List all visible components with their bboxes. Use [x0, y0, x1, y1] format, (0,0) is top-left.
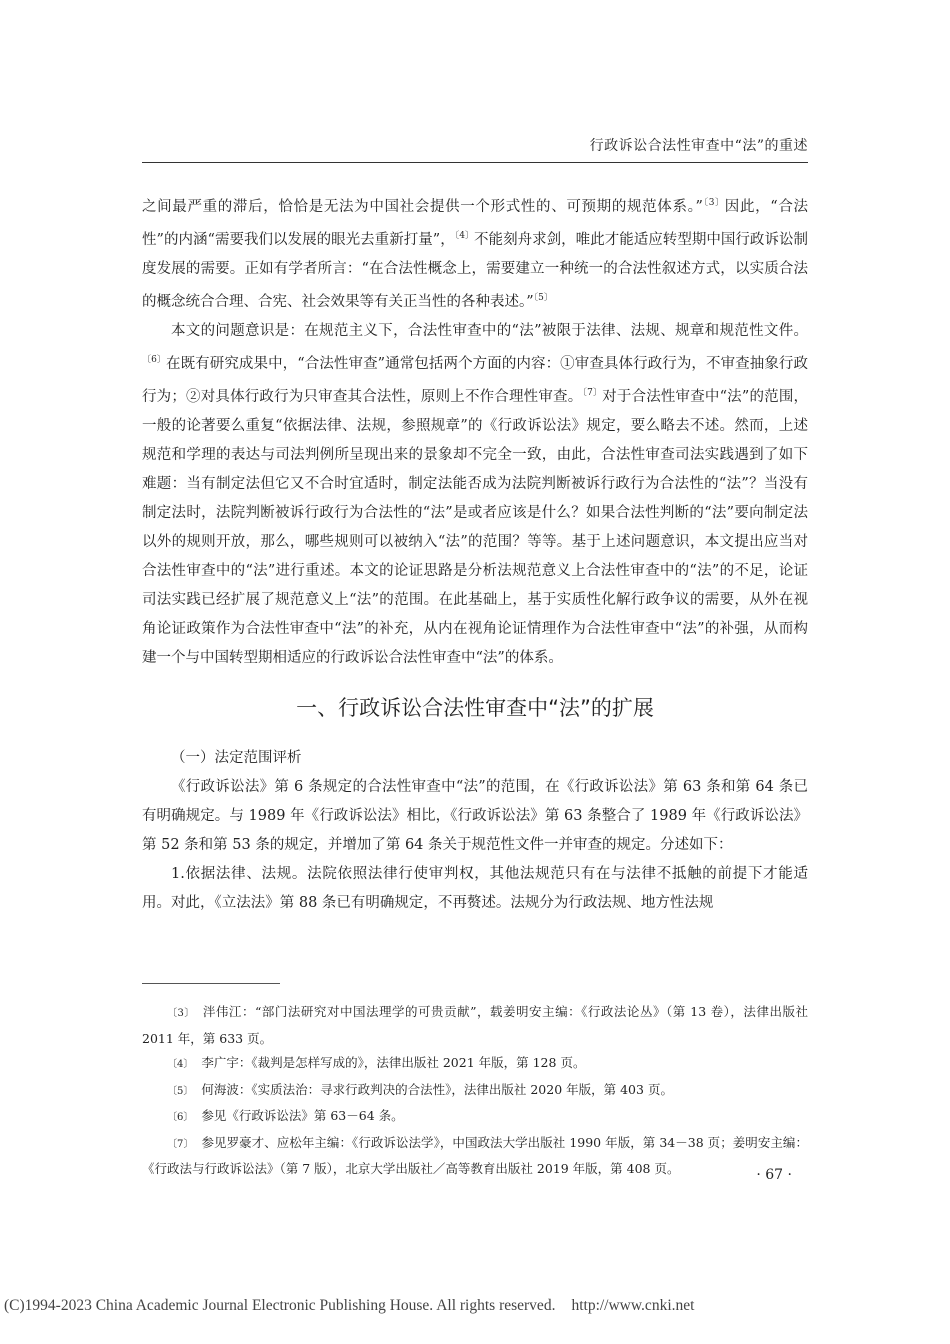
copyright-notice	[4, 1297, 944, 1315]
paragraph-4: 1.依据法律、法规。法院依照法律行使审判权，其他法规范只有在与法律不抵触的前提下才能适用。对此，《立法法》第 88 条已有明确规定，不再赘述。法规分为行政法规、地方性法规	[142, 866, 808, 911]
footnote-5	[142, 1078, 808, 1105]
footnote-text: 李广宇：《裁判是怎样写成的》，法律出版社 2021 年版，第 128 页。	[201, 1055, 586, 1070]
footnote-4	[142, 1051, 808, 1078]
footnote-number: 〔3〕	[167, 1008, 195, 1019]
footnote-ref-5[interactable]: 〔5〕	[533, 293, 553, 303]
footnotes	[142, 1000, 808, 1182]
footnote-ref-7[interactable]: 〔7〕	[582, 388, 603, 398]
article-body	[142, 189, 808, 918]
footnote-text: 参见罗豪才、应松年主编：《行政诉讼法学》，中国政法大学出版社 1990 年版，第 34－38 页；姜明安主编：《行政法与行政诉讼法》（第 7 版），北京大学出版社／高等教育出版社 2019 年版，第 408 页。	[142, 1134, 808, 1176]
paragraph-2	[142, 317, 808, 673]
footnote-number: 〔7〕	[167, 1138, 194, 1150]
footnote-number: 〔5〕	[167, 1085, 194, 1097]
running-head: 行政诉讼合法性审查中“法”的重述	[589, 138, 808, 154]
section-title: 一、行政诉讼合法性审查中“法”的扩展	[296, 696, 654, 720]
paragraph-text: 对于合法性审查中“法”的范围，一般的论著要么重复“依据法律、法规，参照规章”的《行政诉讼法》规定，要么略去不述。然而，上述规范和学理的表达与司法判例所呈现出来的景象却不完全一致，由此，合法性审查司法实践遇到了如下难题：当有制定法但它又不合时宜适时，制定法能否成为法院判断被诉行政行为合法性的“法”？当没有制定法时，法院判断被诉行政行为合法性的“法”是或者应该是什么？如果合法性判断的“法”要向制定法以外的规则开放，那么，哪些规则可以被纳入“法”的范围？等等。基于上述问题意识，本文提出应当对合法性审查中的“法”进行重述。本文的论证思路是分析法规范意义上合法性审查中的“法”的不足，论证司法实践已经扩展了规范意义上“法”的范围。在此基础上，基于实质性化解行政争议的需要，从外在视角论证政策作为合法性审查中“法”的补充，从内在视角论证情理作为合法性审查中“法”的补强，从而构建一个与中国转型期相适应的行政诉讼合法性审查中“法”的体系。	[142, 389, 808, 666]
paragraph-text: 不能刻舟求剑，唯此才能适应转型期中国行政诉讼制度发展的需要。正如有学者所言：“在合法性概念上，需要建立一种统一的合法性叙述方式，以实质合法的概念统合合理、合宪、社会效果等有关正当性的各种表述。”	[142, 232, 808, 310]
paragraph-text: 在既有研究成果中，“合法性审查”通常包括两个方面的内容：①审查具体行政行为，不审查抽象行政行为；②对具体行政行为只审查其合法性，原则上不作合理性审查。	[142, 356, 808, 405]
footnote-number: 〔6〕	[167, 1112, 194, 1123]
footnote-ref-6[interactable]: 〔6〕	[142, 355, 166, 365]
page-number: · 67 ·	[756, 1167, 792, 1183]
paragraph-text: 因此，“合法性”的内涵“需要我们以发展的眼光去重新打量”，	[142, 199, 808, 248]
footnote-3	[142, 1000, 808, 1051]
footnote-ref-4[interactable]: 〔4〕	[454, 231, 475, 241]
footnote-text: 泮伟江：“部门法研究对中国法理学的可贵贡献”，载姜明安主编：《行政法论丛》（第 13 卷），法律出版社 2011 年，第 633 页。	[142, 1004, 808, 1046]
copyright-url[interactable]: http://www.cnki.net	[571, 1297, 695, 1314]
paragraph-text: 之间最严重的滞后，恰恰是无法为中国社会提供一个形式性的、可预期的规范体系。”	[142, 199, 703, 215]
footnote-ref-3[interactable]: 〔3〕	[702, 198, 725, 208]
footnote-divider	[142, 983, 280, 984]
paragraph-3: 《行政诉讼法》第 6 条规定的合法性审查中“法”的范围，在《行政诉讼法》第 63 条和第 64 条已有明确规定。与 1989 年《行政诉讼法》相比，《行政诉讼法》第 63 条整合了 1989 年《行政诉讼法》第 52 条和第 53 条的规定，并增加了第 64 条关于规范性文件一并审查的规定。分述如下：	[142, 779, 808, 853]
footnote-text: 参见《行政诉讼法》第 63－64 条。	[201, 1108, 404, 1123]
footnote-6	[142, 1104, 808, 1131]
footnote-number: 〔4〕	[167, 1059, 194, 1070]
header-divider	[142, 162, 808, 163]
footnote-7	[142, 1131, 808, 1182]
paragraph-1	[142, 189, 808, 317]
subsection-title: （一）法定范围评析	[171, 750, 302, 766]
paragraph-text: 本文的问题意识是：在规范主义下，合法性审查中的“法”被限于法律、法规、规章和规范性文件。	[171, 323, 808, 339]
copyright-text: (C)1994-2023 China Academic Journal Electronic Publishing House. All rights reserved.	[4, 1297, 556, 1314]
footnote-text: 何海波：《实质法治：寻求行政判决的合法性》，法律出版社 2020 年版，第 403 页。	[201, 1081, 673, 1097]
